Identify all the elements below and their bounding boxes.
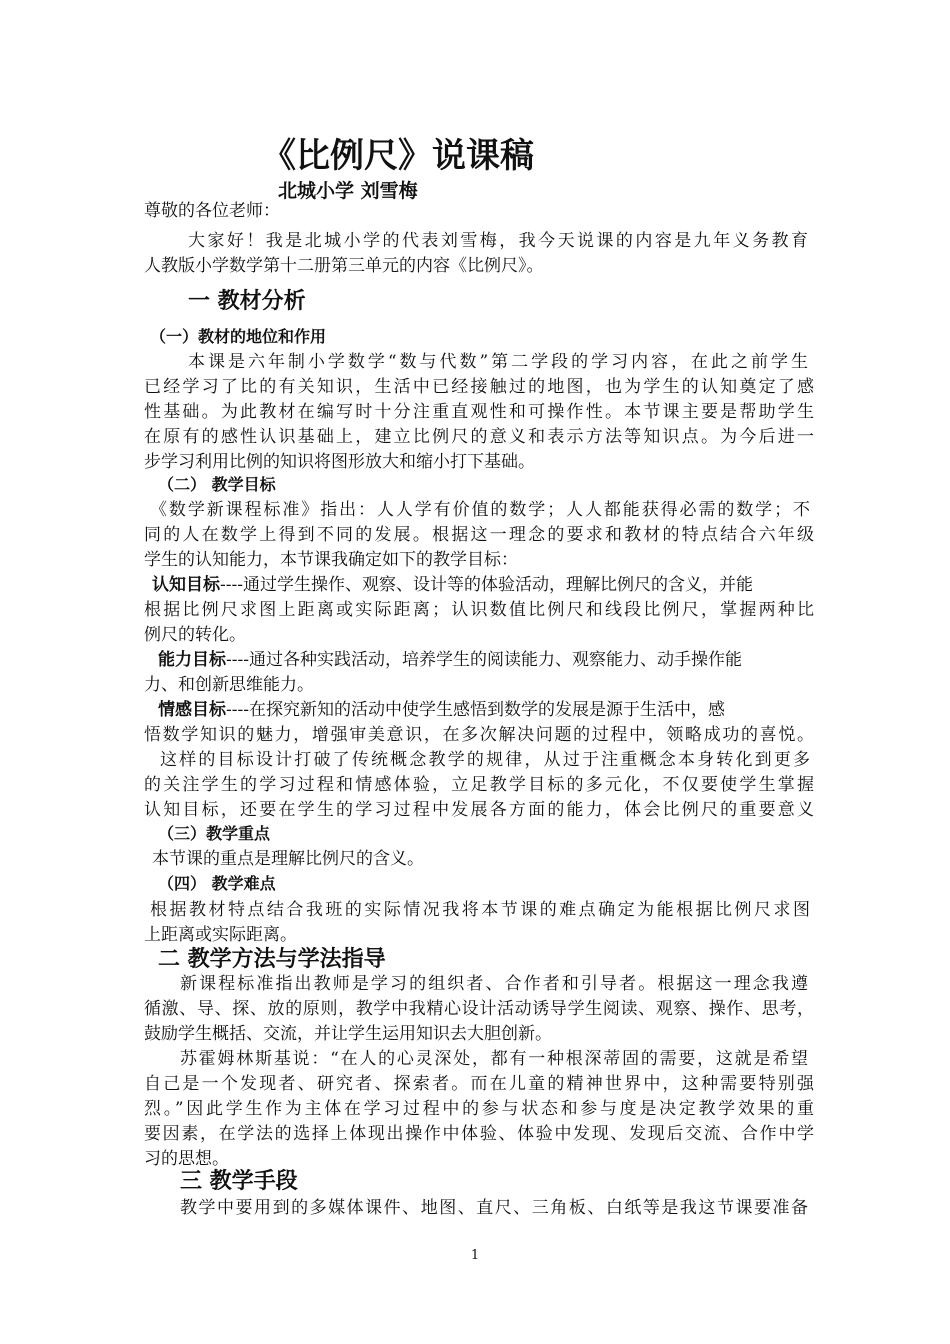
section-1-heading: 一 教材分析: [188, 289, 306, 314]
paragraph-line: 要因素，在学法的选择上体现出操作中体验、体验中发现、发现后交流、合作中学: [144, 1124, 814, 1144]
goal-emotion-text: ----在探究新知的活动中使学生感悟到数学的发展是源于生活中，感: [226, 700, 725, 720]
paragraph-line: 已经学习了比的有关知识，生活中已经接触过的地图，也为学生的认知奠定了感: [144, 377, 814, 397]
section-2-heading: 二 教学方法与学法指导: [158, 947, 386, 972]
paragraph-line: 力、和创新思维能力。: [144, 675, 314, 695]
paragraph-line: 认知目标，还要在学生的学习过程中发展各方面的能力，体会比例尺的重要意义: [144, 800, 814, 820]
paragraph-line: 这样的目标设计打破了传统概念教学的规律，从过于注重概念本身转化到更多: [160, 750, 810, 770]
section-3-heading: 三 教学手段: [180, 1169, 298, 1194]
goal-cognitive-text: ----通过学生操作、观察、设计等的体验活动，理解比例尺的含义，并能: [220, 575, 753, 595]
goal-ability-line: [158, 648, 812, 672]
paragraph-line: 《数学新课程标准》指出：人人学有价值的数学；人人都能获得必需的数学；不: [150, 500, 810, 520]
paragraph-line: 在原有的感性认识基础上，建立比例尺的意义和表示方法等知识点。为今后进一: [144, 427, 814, 447]
paragraph-line: 学生的认知能力，本节课我确定如下的教学目标：: [144, 550, 518, 570]
paragraph-line: 循激、导、探、放的原则，教学中我精心设计活动诱导学生阅读、观察、操作、思考，: [144, 999, 814, 1019]
goal-ability-text: ----通过各种实践活动，培养学生的阅读能力、观察能力、动手操作能: [226, 650, 742, 670]
author-line: 北城小学 刘雪梅: [278, 180, 418, 202]
greeting: 尊敬的各位老师：: [144, 201, 280, 221]
paragraph-line: 自己是一个发现者、研究者、探索者。而在儿童的精神世界中，这种需要特别强: [144, 1074, 814, 1094]
intro-line-1: 大家好！我是北城小学的代表刘雪梅，我今天说课的内容是九年义务教育: [188, 231, 808, 251]
paragraph-line: 教学中要用到的多媒体课件、地图、直尺、三角板、白纸等是我这节课要准备: [180, 1198, 808, 1218]
section-1-sub-3-heading: （三）教学重点: [158, 824, 271, 843]
paragraph-line: 上距离或实际距离。: [144, 925, 297, 945]
paragraph-line: 同的人在数学上得到不同的发展。根据这一理念的要求和教材的特点结合六年级: [144, 525, 814, 545]
section-1-sub-2-heading: （二） 教学目标: [158, 475, 276, 494]
paragraph-line: 步学习利用比例的知识将图形放大和缩小打下基础。: [144, 452, 535, 472]
paragraph-line: 根据教材特点结合我班的实际情况我将本节课的难点确定为能根据比例尺求图: [150, 900, 810, 920]
goal-emotion-label: 情感目标: [158, 700, 226, 720]
paragraph-line: 悟数学知识的魅力，增强审美意识，在多次解决问题的过程中，领略成功的喜悦。: [144, 725, 814, 745]
paragraph-line: 性基础。为此教材在编写时十分注重直观性和可操作性。本节课主要是帮助学生: [144, 402, 814, 422]
page-number: 1: [470, 1248, 480, 1263]
goal-emotion-line: [158, 698, 812, 722]
paragraph-line: 习的思想。: [144, 1149, 229, 1169]
paragraph-line: 本节课的重点是理解比例尺的含义。: [152, 849, 424, 869]
paragraph-line: 本课是六年制小学数学“数与代数”第二学段的学习内容，在此之前学生: [188, 352, 808, 372]
document-title: 《比例尺》说课稿: [262, 136, 534, 176]
intro-line-2: 人教版小学数学第十二册第三单元的内容《比例尺》。: [144, 256, 544, 276]
goal-cognitive-line: [152, 573, 812, 597]
goal-ability-label: 能力目标: [158, 650, 226, 670]
paragraph-line: 烈。”因此学生作为主体在学习过程中的参与状态和参与度是决定教学效果的重: [144, 1099, 814, 1119]
paragraph-line: 苏霍姆林斯基说：“在人的心灵深处，都有一种根深蒂固的需要，这就是希望: [180, 1049, 808, 1069]
goal-cognitive-label: 认知目标: [152, 575, 220, 595]
paragraph-line: 的关注学生的学习过程和情感体验，立足教学目标的多元化，不仅要使学生掌握: [144, 775, 814, 795]
paragraph-line: 新课程标准指出教师是学习的组织者、合作者和引导者。根据这一理念我遵: [180, 974, 808, 994]
section-1-sub-4-heading: （四） 教学难点: [158, 874, 276, 893]
paragraph-line: 根据比例尺求图上距离或实际距离；认识数值比例尺和线段比例尺，掌握两种比: [144, 600, 814, 620]
paragraph-line: 鼓励学生概括、交流，并让学生运用知识去大胆创新。: [144, 1024, 552, 1044]
section-1-sub-1-heading: （一）教材的地位和作用: [150, 327, 327, 346]
paragraph-line: 例尺的转化。: [144, 625, 246, 645]
